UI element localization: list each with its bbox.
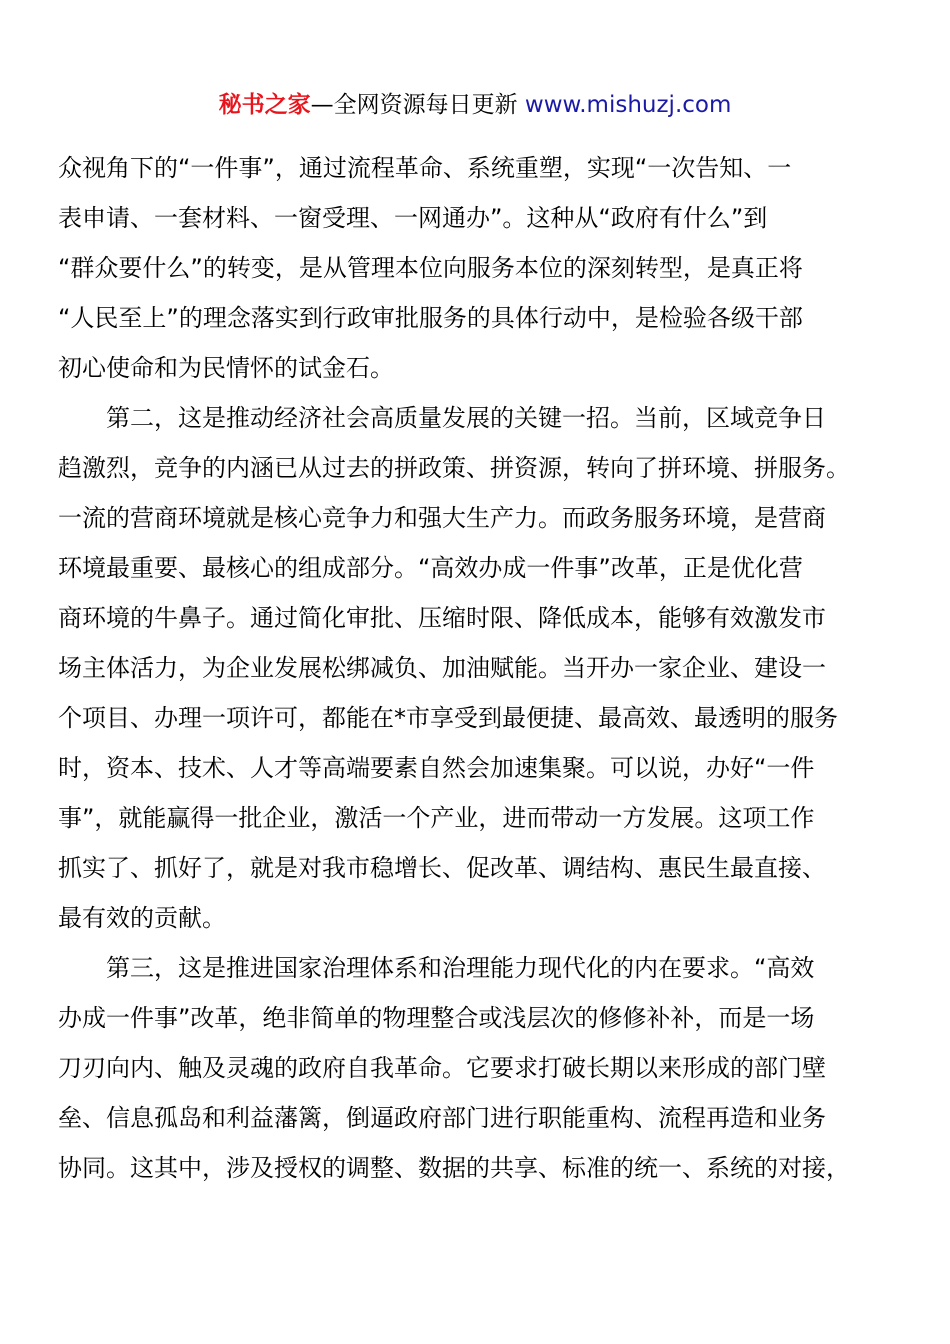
text-line: 一流的营商环境就是核心竞争力和强大生产力。而政务服务环境，是营商: [58, 504, 826, 532]
text-line: 商环境的牛鼻子。通过简化审批、压缩时限、降低成本，能够有效激发市: [58, 604, 826, 632]
paragraph-start-line: 第二，这是推动经济社会高质量发展的关键一招。当前，区域竞争日: [58, 404, 826, 432]
text-line: 环境最重要、最核心的组成部分。“高效办成一件事”改革，正是优化营: [58, 554, 803, 582]
page-header: [0, 88, 950, 122]
text-line: 刀刃向内、触及灵魂的政府自我革命。它要求打破长期以来形成的部门壁: [58, 1054, 826, 1082]
text-line: 垒、信息孤岛和利益藩篱，倒逼政府部门进行职能重构、流程再造和业务: [58, 1104, 826, 1132]
text-line: 最有效的贡献。: [58, 904, 226, 932]
site-url-link[interactable]: www.mishuzj.com: [524, 92, 732, 118]
text-line: “群众要什么”的转变，是从管理本位向服务本位的深刻转型，是真正将: [58, 254, 803, 282]
text-line: “人民至上”的理念落实到行政审批服务的具体行动中，是检验各级干部: [58, 304, 803, 332]
text-line: 抓实了、抓好了，就是对我市稳增长、促改革、调结构、惠民生最直接、: [58, 854, 826, 882]
paragraph-start-line: 第三，这是推进国家治理体系和治理能力现代化的内在要求。“高效: [58, 954, 815, 982]
site-brand-name: 秘书之家: [218, 92, 311, 118]
text-line: 事”，就能赢得一批企业，激活一个产业，进而带动一方发展。这项工作: [58, 804, 815, 832]
text-line: 趋激烈，竞争的内涵已从过去的拼政策、拼资源，转向了拼环境、拼服务。: [58, 454, 850, 482]
text-line: 协同。这其中，涉及授权的调整、数据的共享、标准的统一、系统的对接，: [58, 1154, 850, 1182]
text-line: 个项目、办理一项许可，都能在*市享受到最便捷、最高效、最透明的服务: [58, 704, 838, 732]
text-line: 表申请、一套材料、一窗受理、一网通办”。这种从“政府有什么”到: [58, 204, 768, 232]
text-line: 众视角下的“一件事”，通过流程革命、系统重塑，实现“一次告知、一: [58, 154, 792, 182]
document-body: [58, 143, 898, 1193]
text-line: 办成一件事”改革，绝非简单的物理整合或浅层次的修修补补，而是一场: [58, 1004, 815, 1032]
text-line: 场主体活力，为企业发展松绑减负、加油赋能。当开办一家企业、建设一: [58, 654, 826, 682]
site-tagline: —全网资源每日更新: [310, 92, 525, 118]
text-line: 初心使命和为民情怀的试金石。: [58, 354, 394, 382]
text-line: 时，资本、技术、人才等高端要素自然会加速集聚。可以说，办好“一件: [58, 754, 815, 782]
